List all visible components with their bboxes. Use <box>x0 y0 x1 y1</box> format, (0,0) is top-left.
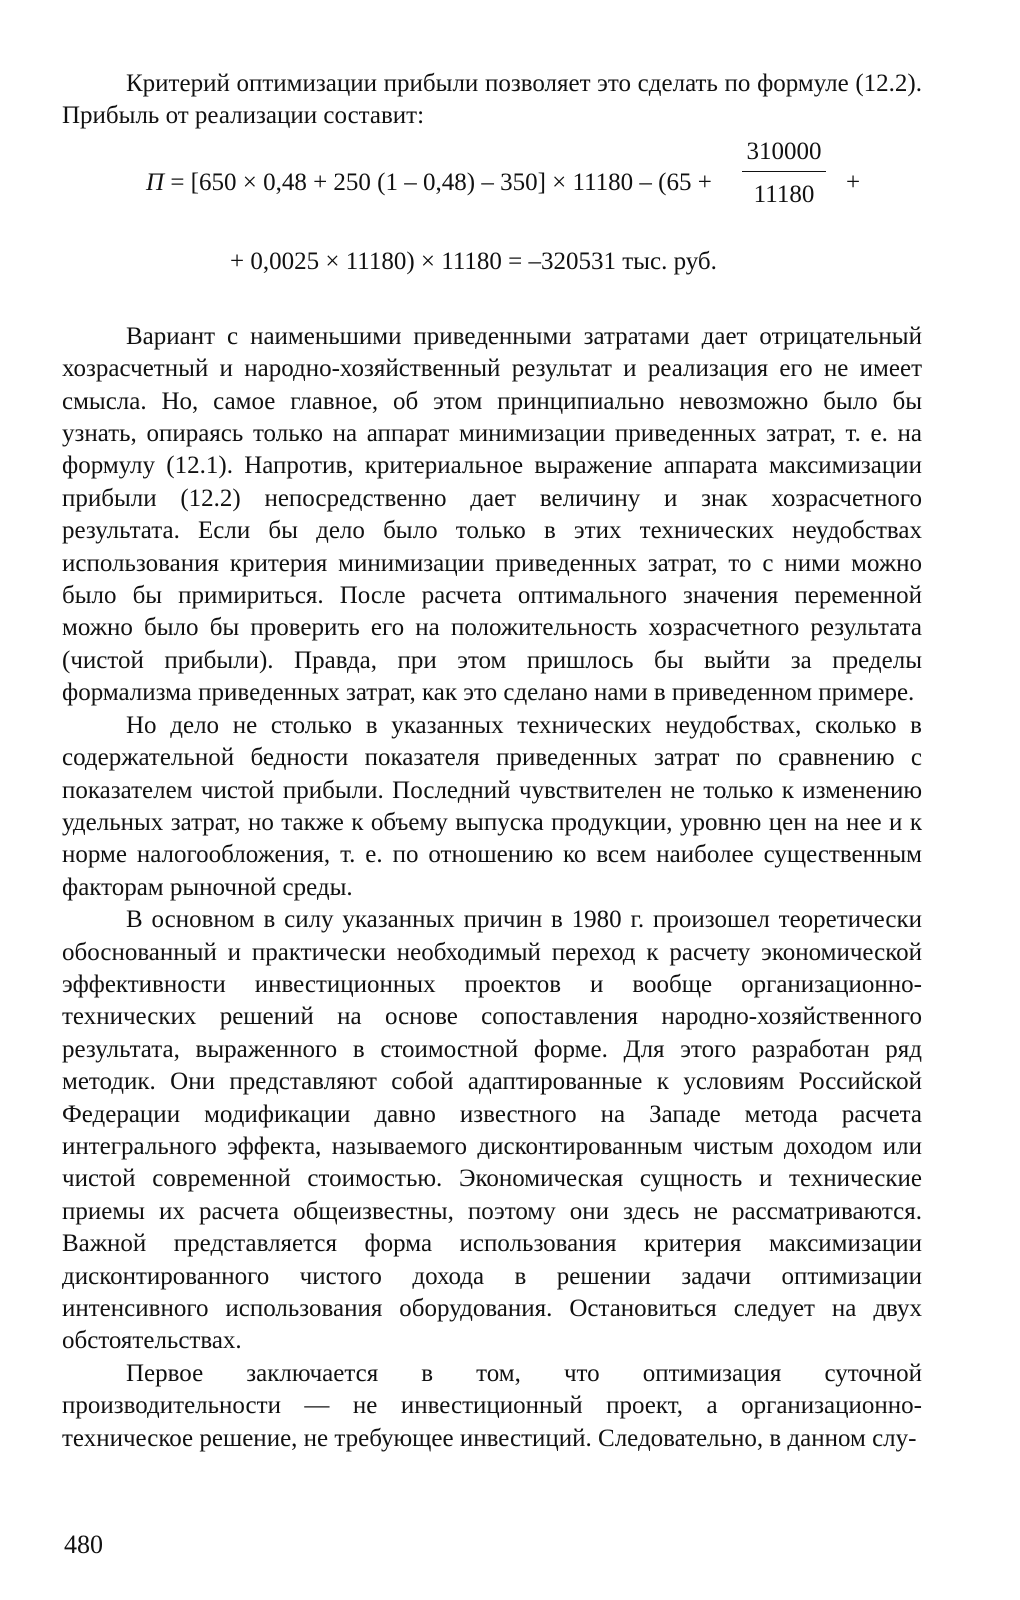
page-number: 480 <box>64 1530 103 1559</box>
formula-expression: = [650 × 0,48 + 250 (1 – 0,48) – 350] × 11180 – (65 + <box>170 168 712 196</box>
profit-formula-line-2: + 0,0025 × 11180) × 11180 = –320531 тыс. руб. <box>230 247 717 275</box>
page-body <box>62 68 922 1455</box>
profit-symbol: П <box>146 168 165 196</box>
paragraph-3: В основном в силу указанных причин в 1980 г. произошел теоретически обоснованный и практически необходимый переход к расчету экономической эффективности инвестиционных проектов и вообще организационно-технических решений на основе сопоставления народно-хозяйственного результата, выраженного в стоимостной форме. Для этого разработан ряд методик. Они представляют собой адаптированные к условиям Российской Федерации модификации давно известного на Западе метода расчета интегрального эффекта, называемого дисконтированным чистым доходом или чистой современной стоимостью. Экономическая сущность и технические приемы их расчета общеизвестны, поэтому они здесь не рассматриваются. Важной представляется форма использования критерия максимизации дисконтированного чистого дохода в решении задачи оптимизации интенсивного использования оборудования. Остановиться следует на двух обстоятельствах. <box>62 906 922 1355</box>
formula-fraction <box>742 135 826 212</box>
fraction-bar <box>742 171 826 172</box>
formula-main <box>146 169 712 197</box>
paragraph-1: Вариант с наименьшими приведенными затратами дает отрицательный хозрасчетный и народно-хозяйственный результат и реализация его не имеет смысла. Но, самое главное, об этом принципиально невозможно было бы узнать, опираясь только на аппарат минимизации приведенных затрат, т. е. на формулу (12.1). Напротив, критериальное выражение аппарата максимизации прибыли (12.2) непосредственно дает величину и знак хозрасчетного результата. Если бы дело было только в этих технических неудобствах использования критерия минимизации приведенных затрат, то с ними можно было бы примириться. После расчета оптимального значения переменной можно было бы проверить его на положительность хозрасчетного результата (чистой прибыли). Правда, при этом пришлось бы выйти за пределы формализма приведенных затрат, как это сделано нами в приведенном примере. <box>62 322 922 707</box>
paragraph-4: Первое заключается в том, что оптимизация суточной производительности — не инвестиционный проект, а организационно-техническое решение, не требующее инвестиций. Следовательно, в данном слу- <box>62 1359 922 1452</box>
formula-plus: + <box>846 168 861 196</box>
fraction-denominator: 11180 <box>753 180 815 208</box>
paragraph-2: Но дело не столько в указанных технических неудобствах, сколько в содержательной бедности показателя приведенных затрат по сравнению с показателем чистой прибыли. Последний чувствителен не только к изменению удельных затрат, но также к объему выпуска продукции, уровню цен на нее и к норме налогообложения, т. е. по отношению ко всем наиболее существенным факторам рыночной среды. <box>62 711 922 901</box>
intro-paragraph: Критерий оптимизации прибыли позволяет это сделать по формуле (12.2). Прибыль от реализации составит: <box>62 70 922 130</box>
profit-formula-line-1 <box>62 135 922 239</box>
fraction-numerator: 310000 <box>746 137 822 165</box>
